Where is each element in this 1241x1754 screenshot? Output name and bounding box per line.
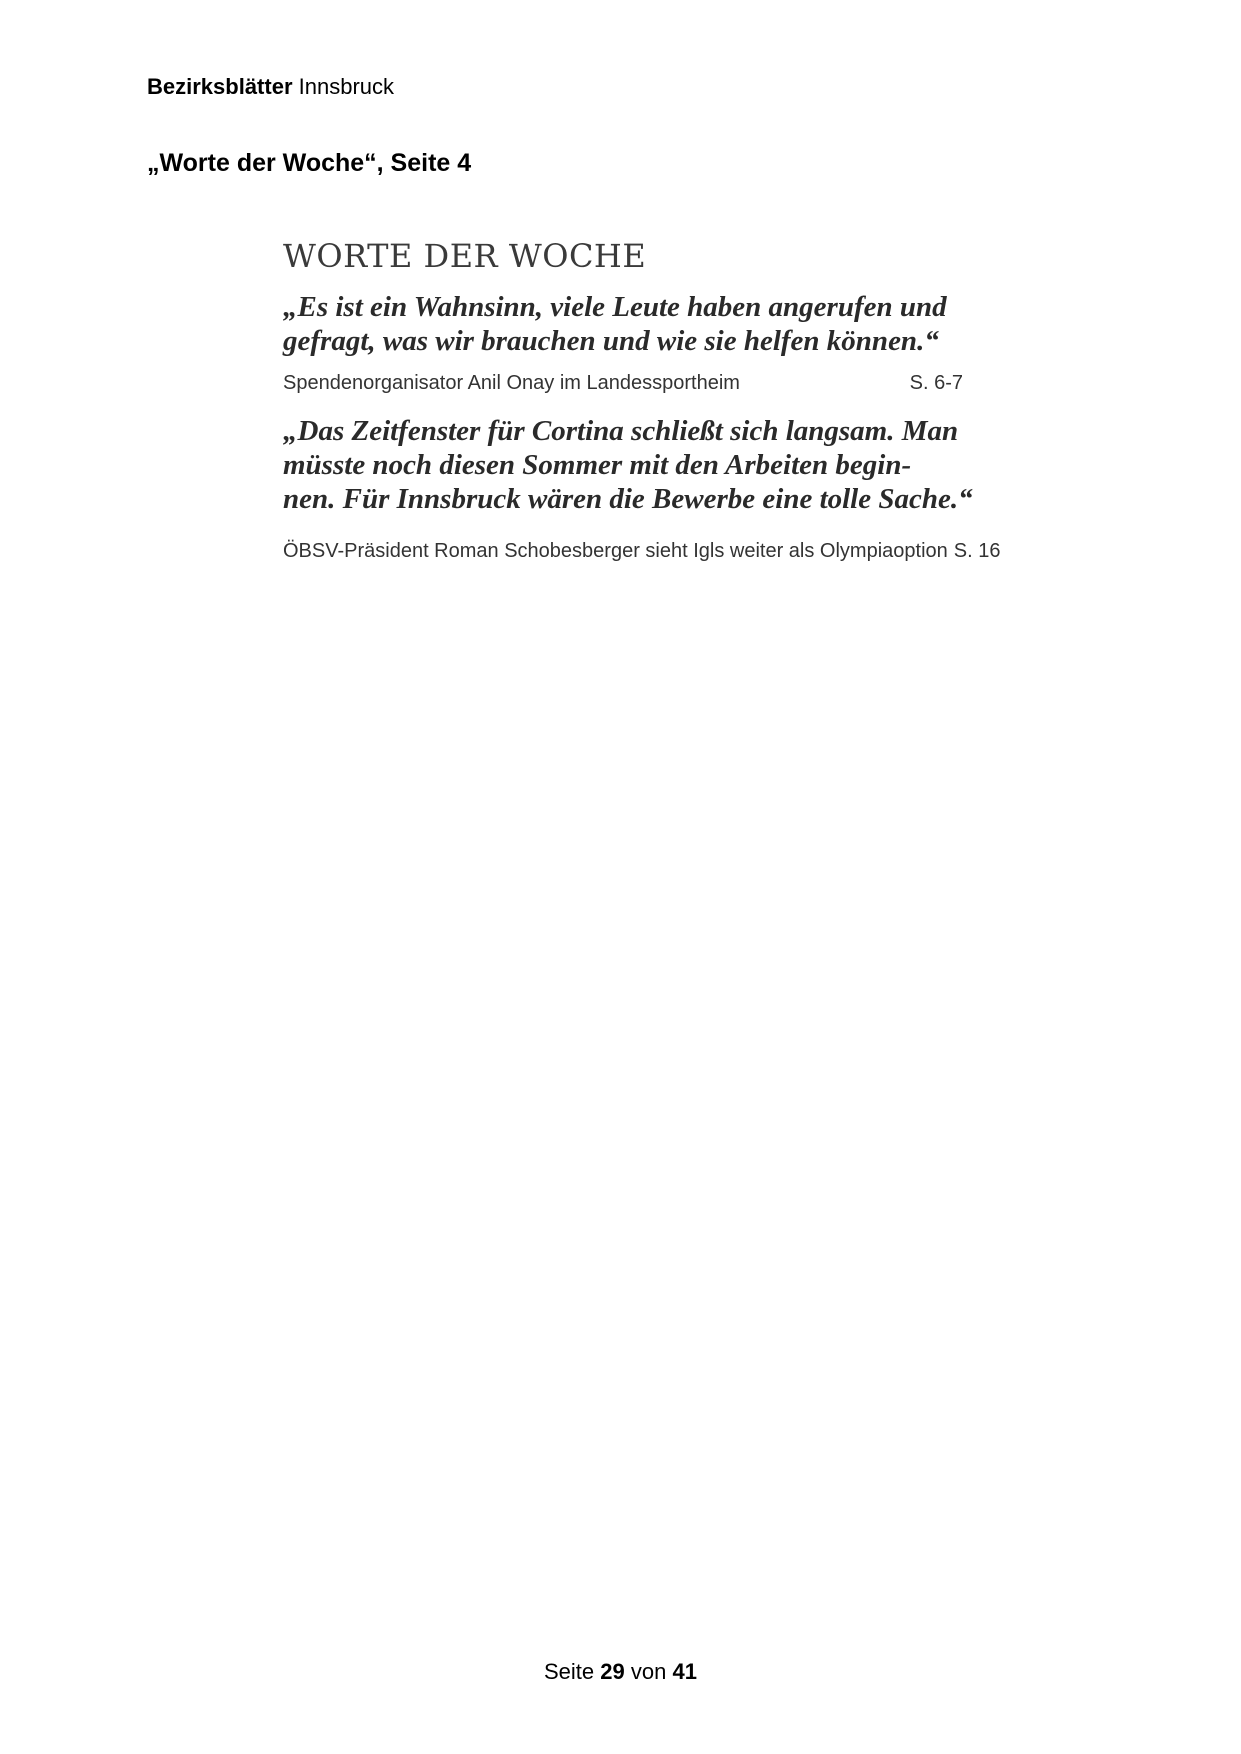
- quote-1-line-2: gefragt, was wir brauchen und wie sie helfen können.“: [283, 325, 939, 357]
- quote-2-line-1: „Das Zeitfenster für Cortina schließt sich langsam. Man: [283, 415, 959, 447]
- clipping-heading: WORTE DER WOCHE: [283, 237, 647, 275]
- quote-2-line-3: nen. Für Innsbruck wären die Bewerbe eine tolle Sache.“: [283, 483, 973, 515]
- quote-1-attribution: Spendenorganisator Anil Onay im Landessportheim: [283, 372, 740, 394]
- quote-2-attribution-row: [283, 538, 1001, 564]
- footer-current-page: 29: [600, 1659, 625, 1684]
- newspaper-clipping: [283, 236, 1001, 564]
- quote-1-line-1: „Es ist ein Wahnsinn, viele Leute haben angerufen und: [283, 291, 947, 323]
- quote-2-line-2: müsste noch diesen Sommer mit den Arbeiten begin-: [283, 449, 912, 481]
- publication-name: Bezirksblätter: [147, 74, 293, 99]
- quote-2-page-ref: S. 16: [953, 540, 1001, 562]
- footer-middle: von: [630, 1659, 667, 1684]
- quote-1: [283, 290, 963, 358]
- article-title: „Worte der Woche“, Seite 4: [147, 149, 472, 177]
- quote-2: [283, 414, 973, 516]
- quote-1-page-ref: S. 6-7: [909, 372, 963, 394]
- publication-region: Innsbruck: [298, 74, 395, 99]
- header-publication-line: [147, 74, 394, 100]
- page-footer: [0, 1659, 1241, 1685]
- quote-1-attribution-row: [283, 370, 963, 396]
- footer-total-pages: 41: [672, 1659, 697, 1684]
- quote-2-attribution: ÖBSV-Präsident Roman Schobesberger sieht Igls weiter als Olympiaoption: [283, 540, 948, 562]
- footer-prefix: Seite: [544, 1659, 595, 1684]
